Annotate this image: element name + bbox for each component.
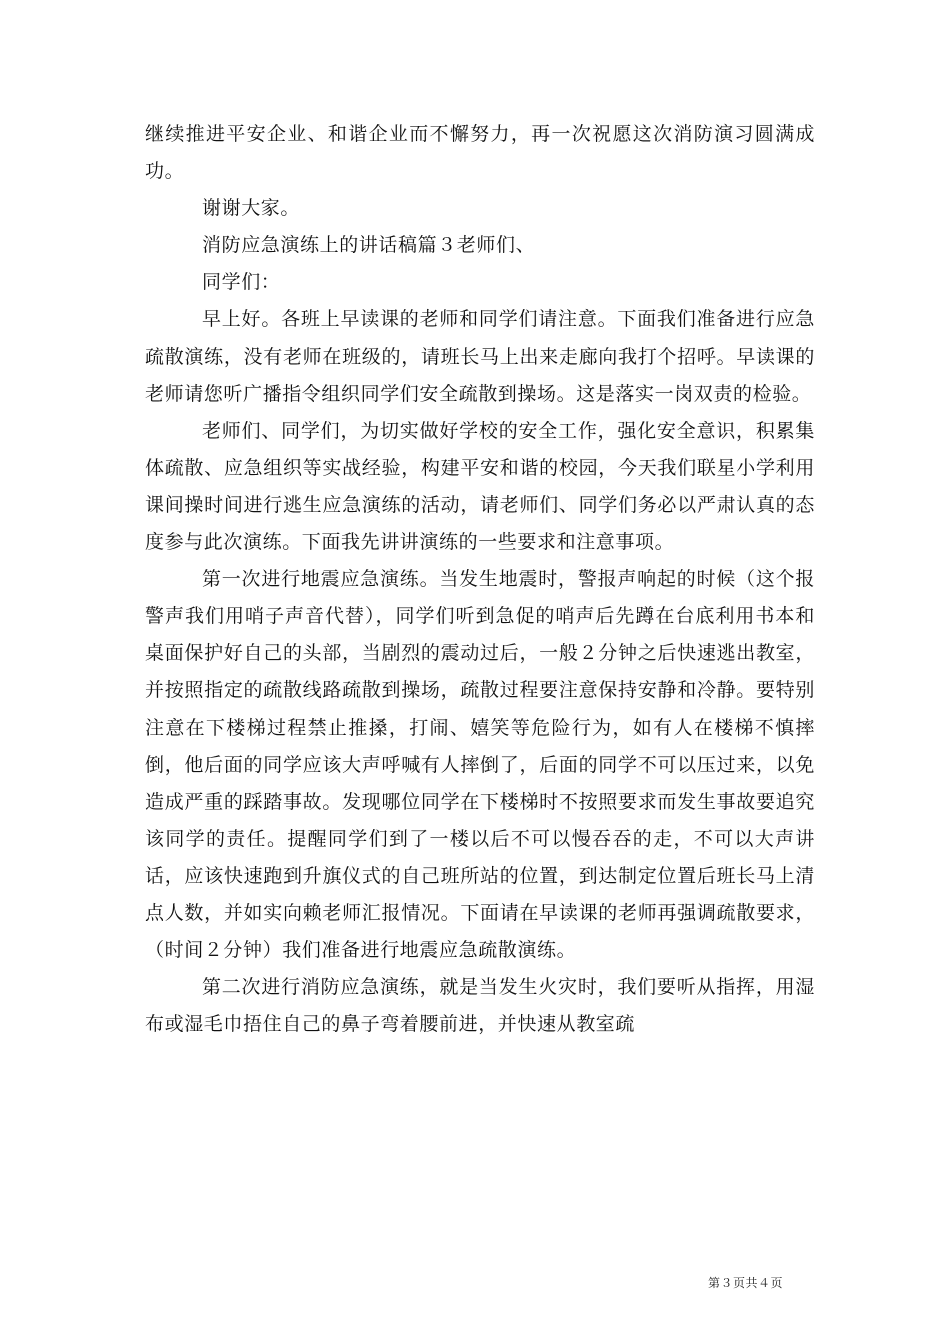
page-number-footer: 第３页共４页 [708, 1276, 784, 1290]
paragraph: 第一次进行地震应急演练。当发生地震时，警报声响起的时候（这个报警声我们用哨子声音代替），同学们听到急促的哨声后先蹲在台底利用书本和桌面保护好自己的头部，当剧烈的震动过后，一般２分钟之后快速逃出教室，并按照指定的疏散线路疏散到操场，疏散过程要注意保持安静和冷静。要特别注意在下楼梯过程禁止推搡，打闹、嬉笑等危险行为，如有人在楼梯不慎摔倒，他后面的同学应该大声呼喊有人摔倒了，后面的同学不可以压过来，以免造成严重的踩踏事故。发现哪位同学在下楼梯时不按照要求而发生事故要追究该同学的责任。提醒同学们到了一楼以后不可以慢吞吞的走，不可以大声讲话，应该快速跑到升旗仪式的自己班所站的位置，到达制定位置后班长马上清点人数，并如实向赖老师汇报情况。下面请在早读课的老师再强调疏散要求，（时间２分钟）我们准备进行地震应急疏散演练。 [145, 568, 815, 962]
document-body [145, 116, 815, 1043]
paragraph: 第二次进行消防应急演练，就是当发生火灾时，我们要听从指挥，用湿布或湿毛巾捂住自己的鼻子弯着腰前进，并快速从教室疏 [145, 976, 815, 1036]
paragraph: 谢谢大家。 [202, 197, 301, 220]
paragraph: 早上好。各班上早读课的老师和同学们请注意。下面我们准备进行应急疏散演练，没有老师在班级的，请班长马上出来走廊向我打个招呼。早读课的老师请您听广播指令组织同学们安全疏散到操场。这是落实一岗双责的检验。 [145, 308, 815, 405]
paragraph: 老师们、同学们，为切实做好学校的安全工作，强化安全意识，积累集体疏散、应急组织等实战经验，构建平安和谐的校园，今天我们联星小学利用课间操时间进行逃生应急演练的活动，请老师们、同学们务必以严肃认真的态度参与此次演练。下面我先讲讲演练的一些要求和注意事项。 [145, 419, 815, 554]
section-heading: 消防应急演练上的讲话稿篇３老师们、 [202, 234, 536, 257]
paragraph: 同学们： [202, 271, 281, 294]
paragraph: 继续推进平安企业、和谐企业而不懈努力，再一次祝愿这次消防演习圆满成功。 [145, 123, 815, 183]
